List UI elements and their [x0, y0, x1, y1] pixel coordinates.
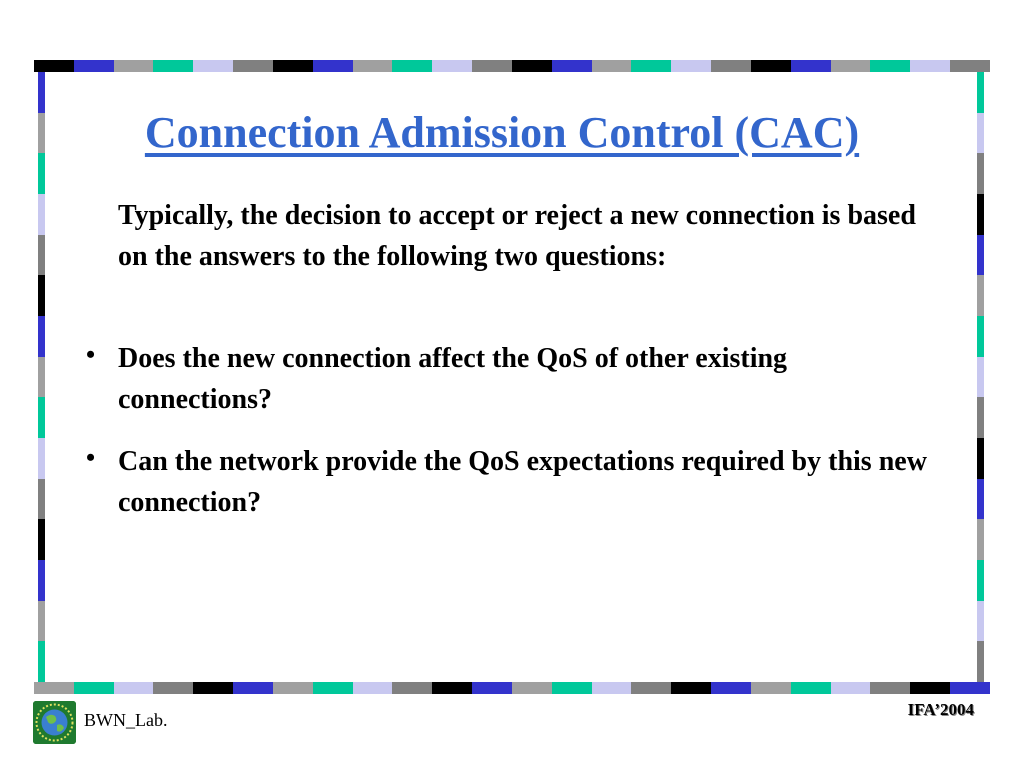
border-segment	[831, 682, 871, 694]
border-segment	[631, 682, 671, 694]
border-segment	[977, 601, 984, 642]
border-segment	[552, 682, 592, 694]
border-segment	[977, 397, 984, 438]
bullet-dot-icon: •	[86, 443, 96, 472]
border-segment	[273, 682, 313, 694]
bullet-item: Does the new connection affect the QoS of other existing connections?	[118, 343, 788, 415]
footer-lab-label: BWN_Lab.	[84, 710, 168, 730]
border-segment	[977, 438, 984, 479]
border-segment	[977, 519, 984, 560]
border-segment	[353, 682, 393, 694]
border-segment	[34, 682, 74, 694]
border-segment	[977, 641, 984, 682]
border-segment	[977, 235, 984, 276]
footer-event-label: IFA’2004	[907, 700, 974, 719]
bullet-item: Can the network provide the QoS expectations required by this new connection?	[118, 446, 927, 518]
right-border-bar	[977, 72, 984, 682]
globe-logo-icon	[33, 701, 76, 744]
border-segment	[977, 316, 984, 357]
border-segment	[977, 194, 984, 235]
border-segment	[233, 682, 273, 694]
border-segment	[313, 682, 353, 694]
border-segment	[193, 682, 233, 694]
border-segment	[791, 682, 831, 694]
border-segment	[977, 560, 984, 601]
border-segment	[711, 682, 751, 694]
border-segment	[432, 682, 472, 694]
bottom-border-bar	[34, 682, 990, 694]
border-segment	[977, 357, 984, 398]
border-segment	[472, 682, 512, 694]
bullet-dot-icon: •	[86, 340, 96, 369]
intro-paragraph: Typically, the decision to accept or reject a new connection is based on the answers to the following two questions:	[118, 200, 916, 272]
border-segment	[910, 682, 950, 694]
border-segment	[977, 479, 984, 520]
border-segment	[512, 682, 552, 694]
border-segment	[74, 682, 114, 694]
border-segment	[950, 682, 990, 694]
border-segment	[751, 682, 791, 694]
border-segment	[977, 153, 984, 194]
border-segment	[870, 682, 910, 694]
border-segment	[114, 682, 154, 694]
slide-title: Connection Admission Control (CAC)	[144, 108, 860, 157]
border-segment	[592, 682, 632, 694]
border-segment	[392, 682, 432, 694]
border-segment	[977, 275, 984, 316]
border-segment	[671, 682, 711, 694]
border-segment	[153, 682, 193, 694]
